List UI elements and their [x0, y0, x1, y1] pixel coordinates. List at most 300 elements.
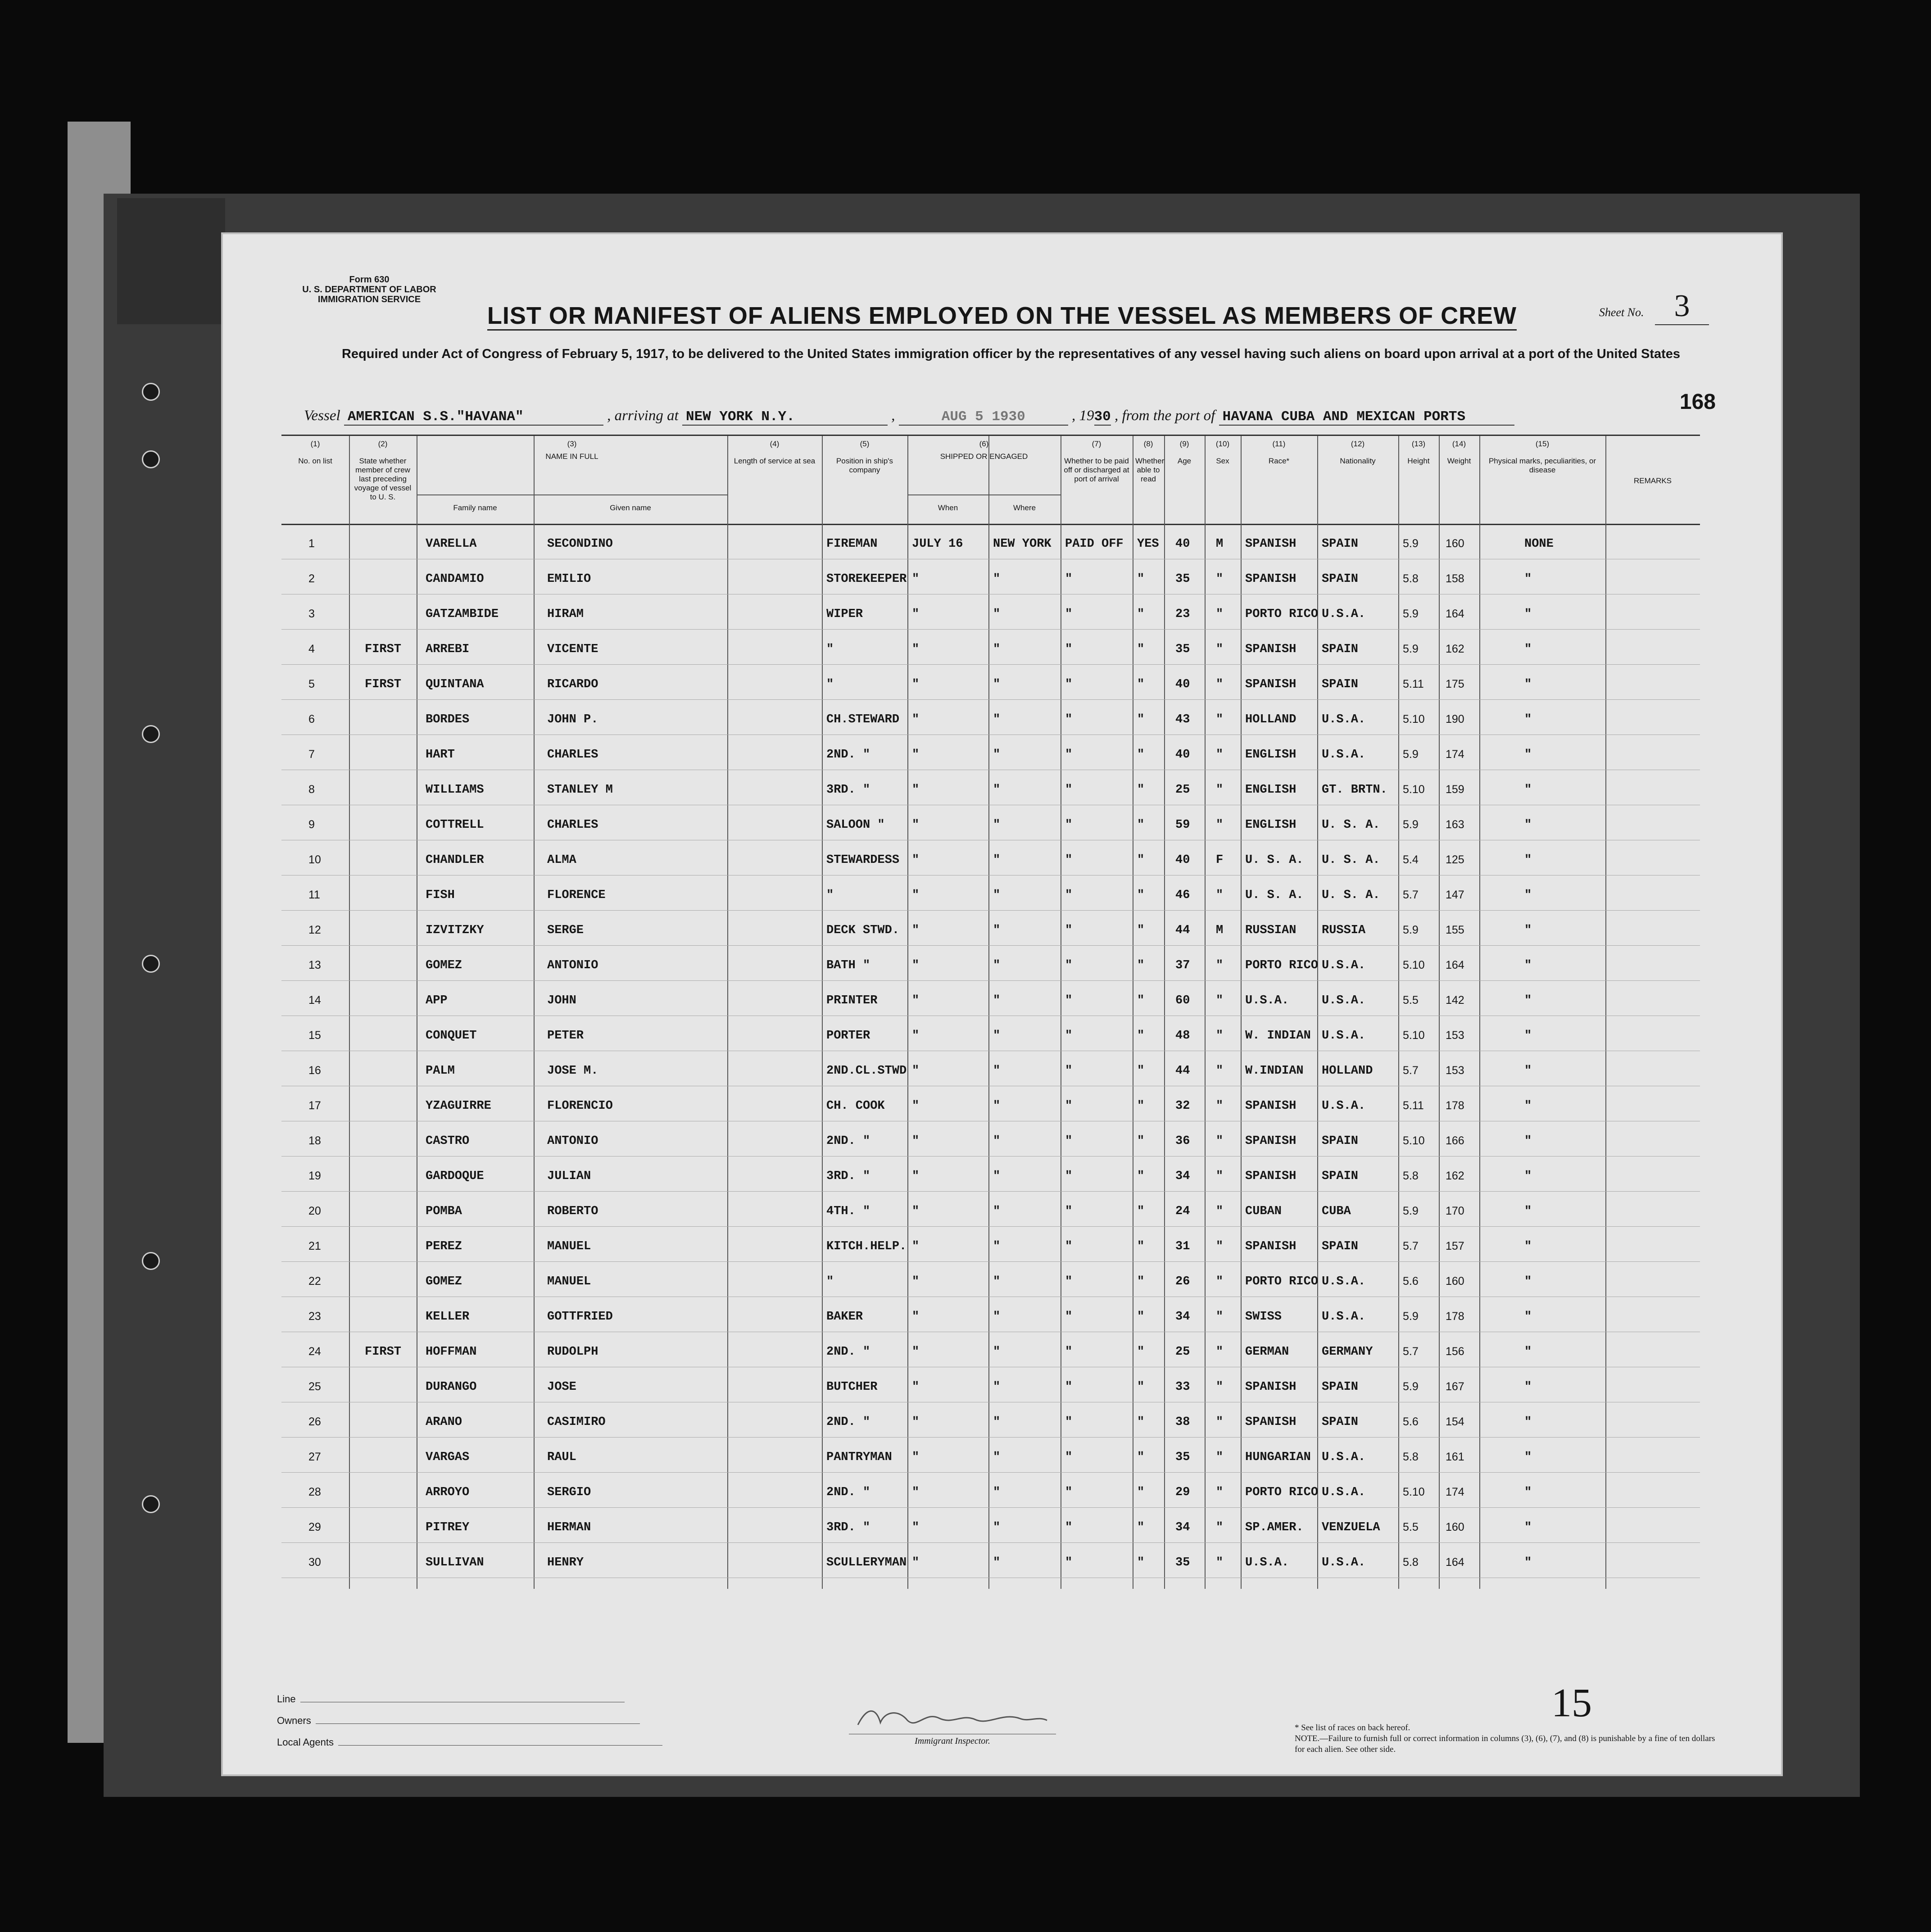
given-name: JOHN	[547, 994, 576, 1007]
physical-marks: "	[1524, 1415, 1532, 1429]
able-to-read: "	[1137, 924, 1145, 937]
family-name: APP	[426, 994, 448, 1007]
paid-off: "	[1065, 1345, 1073, 1359]
given-name: JOSE	[547, 1380, 576, 1394]
family-name: QUINTANA	[426, 678, 484, 691]
position: "	[826, 643, 834, 656]
able-to-read: "	[1137, 1380, 1145, 1394]
shipped-when: "	[912, 1134, 920, 1148]
sex: "	[1216, 1205, 1224, 1218]
sex: "	[1216, 783, 1224, 797]
weight: 163	[1446, 818, 1464, 831]
able-to-read: "	[1137, 1134, 1145, 1148]
header-col-number: (14)	[1452, 440, 1466, 448]
given-name: CASIMIRO	[547, 1415, 606, 1429]
able-to-read: "	[1137, 1521, 1145, 1534]
sex: "	[1216, 994, 1224, 1007]
row-number: 29	[308, 1521, 321, 1533]
sex: "	[1216, 1064, 1224, 1078]
table-row	[281, 1367, 1700, 1402]
able-to-read: "	[1137, 643, 1145, 656]
height: 5.5	[1403, 1521, 1419, 1533]
given-name: STANLEY M	[547, 783, 613, 797]
table-row	[281, 875, 1700, 911]
height: 5.10	[1403, 1134, 1425, 1147]
shipped-when: "	[912, 713, 920, 726]
row-number: 21	[308, 1240, 321, 1252]
shipped-when: "	[912, 889, 920, 902]
height: 5.10	[1403, 783, 1425, 796]
family-name: CANDAMIO	[426, 572, 484, 586]
sex: "	[1216, 1380, 1224, 1394]
row-number: 22	[308, 1275, 321, 1288]
sex: "	[1216, 1415, 1224, 1429]
paid-off: "	[1065, 994, 1073, 1007]
age: 43	[1175, 713, 1190, 726]
race: GERMAN	[1245, 1345, 1289, 1359]
form-header	[302, 275, 437, 304]
physical-marks: "	[1524, 1064, 1532, 1078]
age: 44	[1175, 924, 1190, 937]
height: 5.6	[1403, 1275, 1419, 1288]
position: SCULLERYMAN	[826, 1556, 907, 1569]
paid-off: "	[1065, 1029, 1073, 1043]
header-col-number: (7)	[1092, 440, 1101, 448]
nationality: SPAIN	[1322, 1380, 1359, 1394]
punch-hole	[142, 1495, 160, 1513]
physical-marks: "	[1524, 1099, 1532, 1113]
able-to-read: "	[1137, 1170, 1145, 1183]
shipped-when: "	[912, 748, 920, 762]
paid-off: "	[1065, 1486, 1073, 1499]
race: SPANISH	[1245, 1415, 1296, 1429]
position: "	[826, 678, 834, 691]
family-name: VARGAS	[426, 1451, 470, 1464]
sex: "	[1216, 1099, 1224, 1113]
crew-table	[281, 435, 1700, 1569]
height: 5.9	[1403, 608, 1419, 620]
position: "	[826, 1275, 834, 1288]
physical-marks: "	[1524, 1029, 1532, 1043]
family-name: GARDOQUE	[426, 1170, 484, 1183]
paid-off: "	[1065, 1521, 1073, 1534]
shipped-where: "	[993, 924, 1001, 937]
binder-tab	[117, 198, 225, 324]
row-number: 2	[308, 572, 315, 585]
family-name: GOMEZ	[426, 1275, 462, 1288]
header-c6: SHIPPED OR ENGAGED	[940, 452, 1028, 461]
able-to-read: "	[1137, 1205, 1145, 1218]
shipped-where: "	[993, 1486, 1001, 1499]
able-to-read: YES	[1137, 537, 1159, 551]
table-row	[281, 1016, 1700, 1051]
given-name: HENRY	[547, 1556, 584, 1569]
row-number: 10	[308, 853, 321, 866]
height: 5.7	[1403, 1064, 1419, 1077]
race: RUSSIAN	[1245, 924, 1296, 937]
table-row	[281, 524, 1700, 559]
position: FIREMAN	[826, 537, 878, 551]
agents-label: Local Agents	[277, 1737, 334, 1748]
sex: "	[1216, 678, 1224, 691]
given-name: ANTONIO	[547, 959, 598, 972]
table-row	[281, 1191, 1700, 1227]
physical-marks: "	[1524, 889, 1532, 902]
table-row	[281, 1051, 1700, 1086]
paid-off: "	[1065, 924, 1073, 937]
nationality: U.S.A.	[1322, 1486, 1366, 1499]
sheet-label: Sheet No.	[1599, 306, 1644, 319]
given-name: HIRAM	[547, 608, 584, 621]
given-name: PETER	[547, 1029, 584, 1043]
height: 5.9	[1403, 1310, 1419, 1323]
paid-off: "	[1065, 1380, 1073, 1394]
height: 5.7	[1403, 1345, 1419, 1358]
shipped-when: "	[912, 1029, 920, 1043]
header-c14: Weight	[1447, 457, 1471, 465]
height: 5.9	[1403, 643, 1419, 655]
race: SPANISH	[1245, 1099, 1296, 1113]
shipped-where: NEW YORK	[993, 537, 1052, 551]
shipped-where: "	[993, 818, 1001, 832]
nationality: U. S. A.	[1322, 818, 1380, 832]
paid-off: "	[1065, 608, 1073, 621]
sex: M	[1216, 537, 1224, 551]
header-c3b: Given name	[610, 503, 651, 512]
shipped-where: "	[993, 643, 1001, 656]
able-to-read: "	[1137, 853, 1145, 867]
paid-off: "	[1065, 1240, 1073, 1253]
paid-off: PAID OFF	[1065, 537, 1124, 551]
race: U.S.A.	[1245, 1556, 1289, 1569]
able-to-read: "	[1137, 818, 1145, 832]
row-number: 23	[308, 1310, 321, 1323]
sex: "	[1216, 608, 1224, 621]
family-name: PALM	[426, 1064, 455, 1078]
age: 34	[1175, 1310, 1190, 1324]
physical-marks: "	[1524, 818, 1532, 832]
nationality: U.S.A.	[1322, 713, 1366, 726]
shipped-where: "	[993, 1170, 1001, 1183]
vessel-line: Vessel AMERICAN S.S."HAVANA" , arriving at NEW YORK N.Y. , AUG 5 1930 , 1930 , from the port of HAVANA CUBA AND MEXICAN PORTS	[304, 408, 1700, 426]
position: CH.STEWARD	[826, 713, 900, 726]
race: SPANISH	[1245, 572, 1296, 586]
height: 5.8	[1403, 572, 1419, 585]
sex: "	[1216, 713, 1224, 726]
shipped-when: "	[912, 1556, 920, 1569]
row-number: 24	[308, 1345, 321, 1358]
inspector-signature	[849, 1702, 1056, 1746]
year-value: 30	[1094, 409, 1111, 425]
given-name: RAUL	[547, 1451, 576, 1464]
paid-off: "	[1065, 1415, 1073, 1429]
weight: 178	[1446, 1099, 1464, 1112]
age: 40	[1175, 678, 1190, 691]
age: 34	[1175, 1521, 1190, 1534]
sex: "	[1216, 1451, 1224, 1464]
table-row	[281, 1402, 1700, 1438]
table-row	[281, 664, 1700, 700]
sex: "	[1216, 1240, 1224, 1253]
family-name: VARELLA	[426, 537, 477, 551]
nationality: SPAIN	[1322, 537, 1359, 551]
race: SPANISH	[1245, 643, 1296, 656]
height: 5.10	[1403, 959, 1425, 971]
row-number: 19	[308, 1170, 321, 1182]
height: 5.8	[1403, 1451, 1419, 1463]
penalty-note: NOTE.—Failure to furnish full or correct information in columns (3), (6), (7), and (8) is punishable by a fine of ten dollars for each alien. See other side.	[1295, 1734, 1715, 1754]
table-row	[281, 629, 1700, 665]
shipped-where: "	[993, 1345, 1001, 1359]
position: STOREKEEPER	[826, 572, 907, 586]
able-to-read: "	[1137, 889, 1145, 902]
paid-off: "	[1065, 748, 1073, 762]
race: SPANISH	[1245, 1134, 1296, 1148]
physical-marks: NONE	[1524, 537, 1554, 551]
family-name: HART	[426, 748, 455, 762]
able-to-read: "	[1137, 783, 1145, 797]
page-title	[223, 302, 1781, 330]
given-name: JOHN P.	[547, 713, 598, 726]
owners-label: Owners	[277, 1715, 311, 1726]
shipped-when: "	[912, 783, 920, 797]
physical-marks: "	[1524, 1310, 1532, 1324]
sex: "	[1216, 572, 1224, 586]
weight: 164	[1446, 1556, 1464, 1569]
sex: "	[1216, 818, 1224, 832]
nationality: RUSSIA	[1322, 924, 1366, 937]
table-row	[281, 735, 1700, 770]
header-c2: State whether member of crew last preceding voyage of vessel to U. S.	[354, 457, 412, 501]
paid-off: "	[1065, 1275, 1073, 1288]
age: 25	[1175, 783, 1190, 797]
sex: M	[1216, 924, 1224, 937]
paid-off: "	[1065, 1170, 1073, 1183]
position: 2ND. "	[826, 1486, 870, 1499]
row-number: 26	[308, 1415, 321, 1428]
height: 5.4	[1403, 853, 1419, 866]
year-label: , 19	[1072, 408, 1094, 424]
physical-marks: "	[1524, 924, 1532, 937]
family-name: DURANGO	[426, 1380, 477, 1394]
physical-marks: "	[1524, 783, 1532, 797]
shipped-where: "	[993, 713, 1001, 726]
inspector-label: Immigrant Inspector.	[849, 1734, 1056, 1746]
race: W.INDIAN	[1245, 1064, 1304, 1078]
shipped-where: "	[993, 1240, 1001, 1253]
family-name: SULLIVAN	[426, 1556, 484, 1569]
header-col-number: (3)	[567, 440, 577, 448]
shipped-when: "	[912, 678, 920, 691]
nationality: SPAIN	[1322, 572, 1359, 586]
physical-marks: "	[1524, 1134, 1532, 1148]
service: IMMIGRATION SERVICE	[317, 295, 421, 304]
shipped-when: "	[912, 1205, 920, 1218]
table-row	[281, 1226, 1700, 1262]
paid-off: "	[1065, 572, 1073, 586]
family-name: IZVITZKY	[426, 924, 484, 937]
physical-marks: "	[1524, 572, 1532, 586]
physical-marks: "	[1524, 678, 1532, 691]
shipped-when: "	[912, 1240, 920, 1253]
paid-off: "	[1065, 783, 1073, 797]
race: SPANISH	[1245, 678, 1296, 691]
weight: 159	[1446, 783, 1464, 796]
family-name: CHANDLER	[426, 853, 484, 867]
table-row	[281, 699, 1700, 735]
header-c12: Nationality	[1340, 457, 1376, 465]
shipped-when: "	[912, 643, 920, 656]
header-col-number: (9)	[1179, 440, 1189, 448]
shipped-when: "	[912, 1345, 920, 1359]
shipped-where: "	[993, 1029, 1001, 1043]
row-number: 12	[308, 924, 321, 936]
nationality: U.S.A.	[1322, 1556, 1366, 1569]
height: 5.9	[1403, 818, 1419, 831]
row-number: 28	[308, 1486, 321, 1498]
weight: 142	[1446, 994, 1464, 1007]
physical-marks: "	[1524, 1451, 1532, 1464]
shipped-when: "	[912, 1415, 920, 1429]
given-name: MANUEL	[547, 1240, 591, 1253]
family-name: ARROYO	[426, 1486, 470, 1499]
paid-off: "	[1065, 713, 1073, 726]
able-to-read: "	[1137, 1345, 1145, 1359]
height: 5.9	[1403, 537, 1419, 550]
position: DECK STWD.	[826, 924, 900, 937]
race: CUBAN	[1245, 1205, 1282, 1218]
sex: "	[1216, 643, 1224, 656]
weight: 125	[1446, 853, 1464, 866]
table-row	[281, 1507, 1700, 1543]
header-c9: Age	[1177, 457, 1192, 465]
arriving-label: , arriving at	[607, 408, 679, 424]
race: PORTO RICO	[1245, 959, 1319, 972]
header-col-number: (10)	[1215, 440, 1230, 448]
manifest-page	[223, 234, 1781, 1774]
position: 2ND. "	[826, 1134, 870, 1148]
header-c10: Sex	[1216, 457, 1229, 465]
weight: 160	[1446, 537, 1464, 550]
height: 5.10	[1403, 713, 1425, 726]
race: U.S.A.	[1245, 994, 1289, 1007]
header-c3: NAME IN FULL	[545, 452, 598, 461]
age: 26	[1175, 1275, 1190, 1288]
shipped-when: "	[912, 853, 920, 867]
shipped-where: "	[993, 959, 1001, 972]
weight: 157	[1446, 1240, 1464, 1252]
header-c3a: Family name	[453, 503, 497, 512]
physical-marks: "	[1524, 1521, 1532, 1534]
table-row	[281, 980, 1700, 1016]
given-name: RICARDO	[547, 678, 598, 691]
paid-off: "	[1065, 1205, 1073, 1218]
weight: 160	[1446, 1521, 1464, 1533]
table-row	[281, 945, 1700, 981]
age: 59	[1175, 818, 1190, 832]
header-col-number: (15)	[1535, 440, 1550, 448]
punch-hole	[142, 955, 160, 973]
age: 35	[1175, 643, 1190, 656]
subheader-rule	[417, 494, 727, 495]
weight: 174	[1446, 1486, 1464, 1498]
age: 44	[1175, 1064, 1190, 1078]
physical-marks: "	[1524, 608, 1532, 621]
shipped-where: "	[993, 1099, 1001, 1113]
table-row	[281, 1437, 1700, 1473]
nationality: GT. BRTN.	[1322, 783, 1387, 797]
shipped-where: "	[993, 678, 1001, 691]
table-row	[281, 770, 1700, 805]
sex: "	[1216, 959, 1224, 972]
paid-off: "	[1065, 818, 1073, 832]
position: 2ND. "	[826, 1345, 870, 1359]
shipped-where: "	[993, 1380, 1001, 1394]
header-col-number: (4)	[770, 440, 780, 448]
subheader-rule	[907, 494, 1061, 495]
vessel-value: AMERICAN S.S."HAVANA"	[344, 409, 603, 426]
shipped-where: "	[993, 1275, 1001, 1288]
race: U. S. A.	[1245, 853, 1304, 867]
table-row	[281, 1121, 1700, 1156]
shipped-where: "	[993, 783, 1001, 797]
weight: 170	[1446, 1205, 1464, 1217]
weight: 162	[1446, 1170, 1464, 1182]
position: "	[826, 889, 834, 902]
shipped-when: "	[912, 1380, 920, 1394]
punch-hole	[142, 450, 160, 468]
given-name: ALMA	[547, 853, 576, 867]
height: 5.8	[1403, 1170, 1419, 1182]
paid-off: "	[1065, 1134, 1073, 1148]
table-row	[281, 1156, 1700, 1192]
height: 5.7	[1403, 1240, 1419, 1252]
shipped-where: "	[993, 1205, 1001, 1218]
footer-lines	[277, 1693, 662, 1758]
family-name: HOFFMAN	[426, 1345, 477, 1359]
nationality: U. S. A.	[1322, 889, 1380, 902]
age: 36	[1175, 1134, 1190, 1148]
table-row	[281, 559, 1700, 594]
given-name: FLORENCE	[547, 889, 606, 902]
department: U. S. DEPARTMENT OF LABOR	[302, 285, 436, 295]
arriving-value: NEW YORK N.Y.	[682, 409, 888, 426]
position: BAKER	[826, 1310, 863, 1324]
shipped-where: "	[993, 1451, 1001, 1464]
row-number: 7	[308, 748, 315, 761]
physical-marks: "	[1524, 959, 1532, 972]
able-to-read: "	[1137, 608, 1145, 621]
physical-marks: "	[1524, 1345, 1532, 1359]
height: 5.10	[1403, 1029, 1425, 1042]
weight: 156	[1446, 1345, 1464, 1358]
sex: "	[1216, 1029, 1224, 1043]
physical-marks: "	[1524, 1380, 1532, 1394]
age: 32	[1175, 1099, 1190, 1113]
given-name: RUDOLPH	[547, 1345, 598, 1359]
position: 2ND. "	[826, 1415, 870, 1429]
weight: 160	[1446, 1275, 1464, 1288]
family-name: GATZAMBIDE	[426, 608, 499, 621]
physical-marks: "	[1524, 1556, 1532, 1569]
shipped-where: "	[993, 1064, 1001, 1078]
line-label: Line	[277, 1693, 296, 1705]
given-name: SERGE	[547, 924, 584, 937]
sex: "	[1216, 748, 1224, 762]
family-name: FISH	[426, 889, 455, 902]
family-name: ARANO	[426, 1415, 462, 1429]
weight: 190	[1446, 713, 1464, 726]
